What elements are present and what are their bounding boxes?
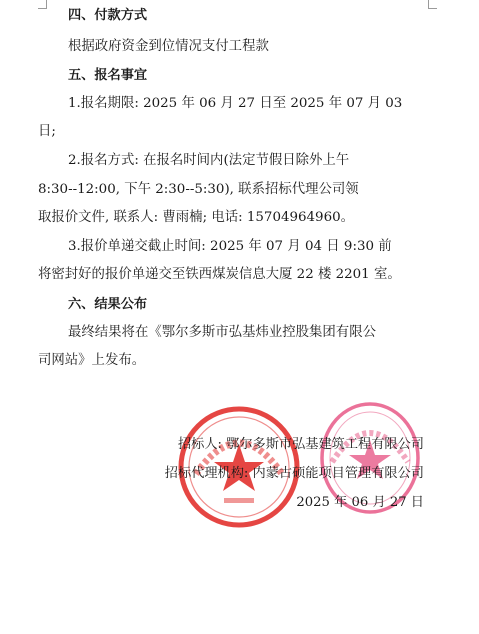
result-text-line: 司网站》上发布。 (38, 353, 146, 368)
submission-deadline-line: 3.报价单递交截止时间: 2025 年 07 月 04 日 9:30 前 (68, 239, 392, 254)
registration-method-line: 2.报名方式: 在报名时间内(法定节假日除外上午 (68, 153, 350, 168)
payment-heading: 四、付款方式 (68, 8, 148, 23)
registration-method-line: 8:30--12:00, 下午 2:30--5:30), 联系招标代理公司领 (38, 182, 359, 197)
registration-period-line: 1.报名期限: 2025 年 06 月 27 日至 2025 年 07 月 03 (68, 96, 403, 111)
result-text-line: 最终结果将在《鄂尔多斯市弘基炜业控股集团有限公 (68, 325, 376, 340)
payment-text: 根据政府资金到位情况支付工程款 (68, 39, 269, 54)
agency-signature-line: 招标代理机构: 内蒙古硕能项目管理有限公司 (164, 466, 424, 481)
submission-deadline-line: 将密封好的报价单递交至铁西煤炭信息大厦 22 楼 2201 室。 (38, 267, 401, 282)
registration-method-line: 取报价文件, 联系人: 曹雨楠; 电话: 15704964960。 (38, 210, 354, 225)
registration-period-line: 日; (38, 124, 56, 139)
signature-date: 2025 年 06 月 27 日 (296, 495, 424, 510)
registration-heading: 五、报名事宜 (68, 68, 148, 83)
result-heading: 六、结果公布 (68, 297, 148, 312)
tenderer-signature-line: 招标人: 鄂尔多斯市弘基建筑工程有限公司 (177, 437, 424, 452)
